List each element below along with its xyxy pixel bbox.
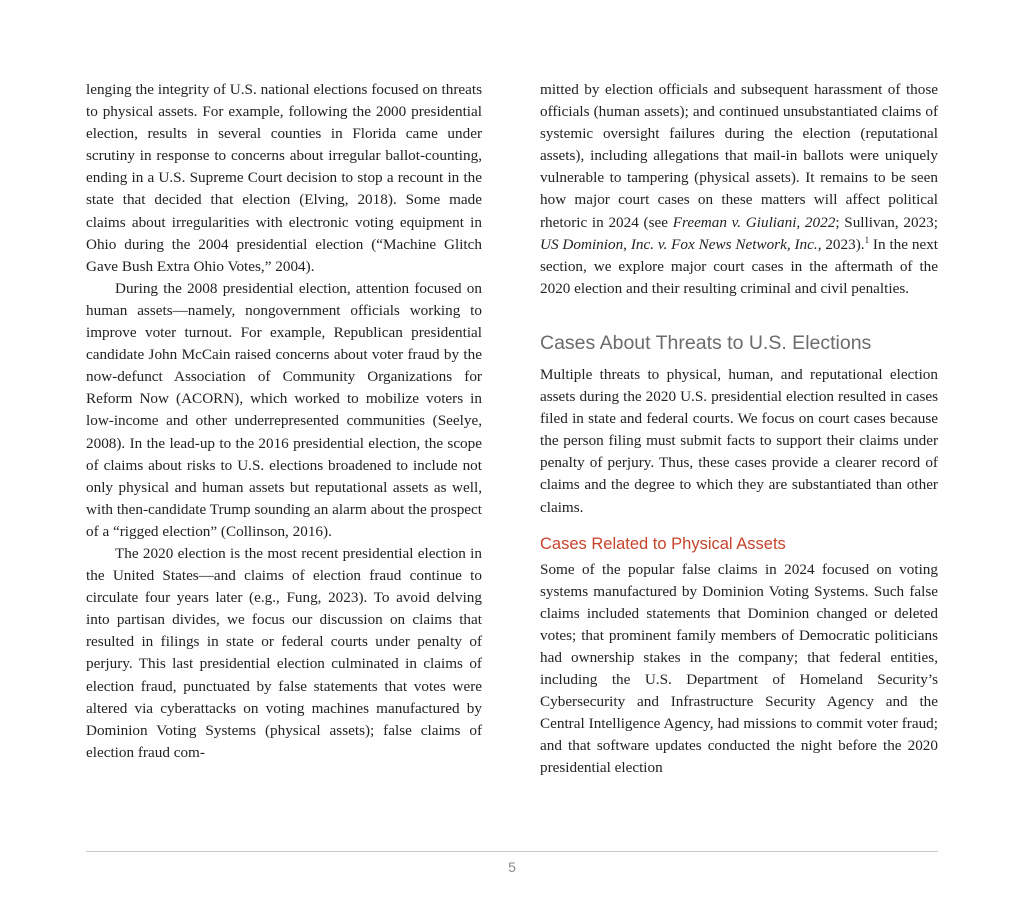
body-paragraph: Some of the popular false claims in 2024 focused on voting systems manufactured by Dominion Voting Systems. Such false claims included statements that Dominion changed or deleted votes; that prominent family members of Democratic politicians had ownership stakes in the company; that federal entities, including the U.S. Department of Homeland Security’s Cybersecurity and Infrastructure Security Agency and the Central Intelligence Agency, had missions to commit voter fraud; and that software updates conducted the night before the 2020 presidential election xyxy=(540,560,938,777)
page-number: 5 xyxy=(508,859,516,875)
footnote-marker[interactable]: 1 xyxy=(864,234,870,245)
footer-divider xyxy=(86,851,938,852)
text-run: , 2023). xyxy=(817,235,865,253)
case-citation: US Dominion, Inc. v. Fox News Network, Inc. xyxy=(540,235,818,253)
subsection-heading: Cases Related to Physical Assets xyxy=(540,534,786,553)
right-column xyxy=(540,79,938,780)
body-paragraph: lenging the integrity of U.S. national elections focused on threats to physical assets. For example, following the 2000 presidential election, results in several counties in Florida came under scrutiny in response to concerns about irregular ballot-counting, ending in a U.S. Supreme Court decision to stop a recount in the state that decided that election (Elving, 2018). Some made claims about irregularities with electronic voting equipment in Ohio during the 2004 presidential election (“Machine Glitch Gave Bush Extra Ohio Votes,” 2004). xyxy=(86,81,482,275)
body-paragraph: The 2020 election is the most recent presidential election in the United States—and claims of election fraud continue to circulate four years later (e.g., Fung, 2023). To avoid delving into partisan divides, we focus our discussion on claims that resulted in filings in state or federal courts under penalty of perjury. This last presidential election culminated in claims of election fraud, punctuated by false statements that votes were altered via cyberattacks on voting machines manufactured by Dominion Voting Systems (physical assets); false claims of election fraud com- xyxy=(86,544,482,761)
text-run: mitted by election officials and subsequent harassment of those officials (human assets); and continued unsubstantiated claims of systemic oversight failures during the election (reputational assets), including allegations that mail-in ballots were uniquely vulnerable to tampering (physical assets). It remains to be seen how major court cases on these matters will affect political rhetoric in 2024 (see xyxy=(540,81,938,231)
case-citation: Freeman v. Giuliani, 2022 xyxy=(672,213,836,231)
text-run: ; Sullivan, 2023; xyxy=(835,213,938,231)
body-paragraph: Multiple threats to physical, human, and reputational election assets during the 2020 U.S. presidential election resulted in cases filed in state and federal courts. We focus on court cases because the person filing must submit facts to support their claims under penalty of perjury. Thus, these cases provide a clearer record of claims and the degree to which they are substantiated than other claims. xyxy=(540,365,938,516)
body-paragraph xyxy=(540,79,938,300)
left-column xyxy=(86,79,482,764)
text-run: In the next section, we explore major court cases in the aftermath of the 2020 election and their resulting criminal and civil penalties. xyxy=(540,235,939,297)
section-heading: Cases About Threats to U.S. Elections xyxy=(540,331,872,354)
body-paragraph: During the 2008 presidential election, attention focused on human assets—namely, nongovernment officials working to improve voter turnout. For example, Republican presidential candidate John McCain raised concerns about voter fraud by the now-defunct Association of Community Organizations for Reform Now (ACORN), which worked to mobilize voters in low-income and other underrepresented communities (Seelye, 2008). In the lead-up to the 2016 presidential election, the scope of claims about risks to U.S. elections broadened to include not only physical and human assets but reputational assets as well, with then-candidate Trump sounding an alarm about the prospect of a “rigged election” (Collinson, 2016). xyxy=(86,279,482,540)
